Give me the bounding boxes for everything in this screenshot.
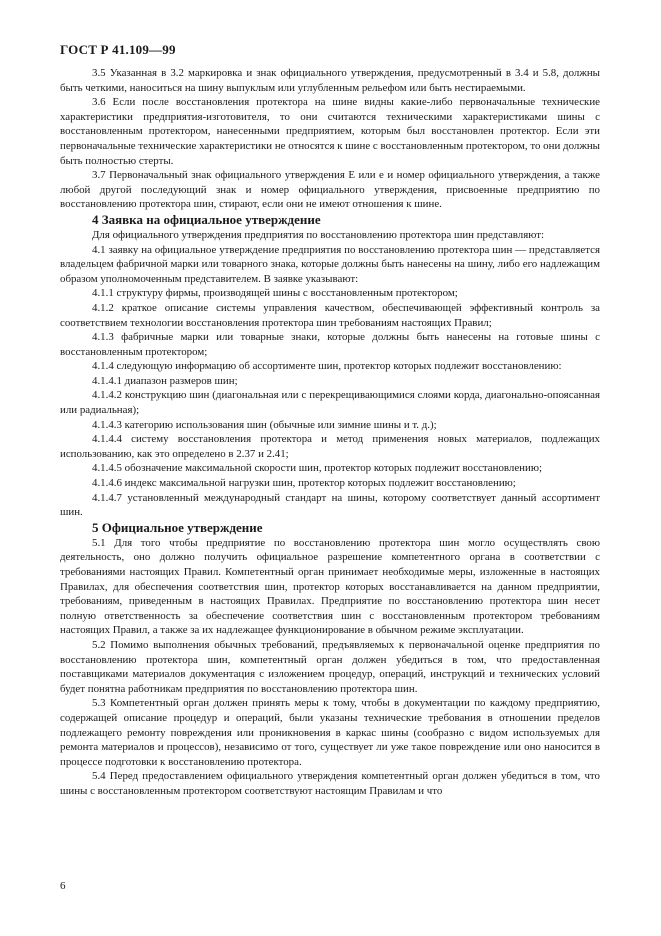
paragraph-4-1-4-6: 4.1.4.6 индекс максимальной нагрузки шин, протектор которых подлежит восстановлению; xyxy=(92,477,516,490)
paragraph-4-1-1: 4.1.1 структуру фирмы, производящей шины с восстановленным протектором; xyxy=(92,287,458,300)
paragraph-5-1: 5.1 Для того чтобы предприятие по восстановлению протектора шин могло осуществлять свою деятельность, оно должно получить официальное разрешение компетентного органа в соответствии с требованиями настоящих Правил. Компетентный орган принимает необходимые меры, изложенные в настоящих Правилах, для обеспечения соответствия шин, протектор которых восстанавливается на данном предприятии, требованиям, приведенным в настоящих Правилах. Предприятие по восстановлению протектора шин несет полную ответственность за обеспечение соответствия шин с восстановленным протектором требованиям настоящих Правил, а также за их надлежащее функционирование в обычном режиме эксплуатации. xyxy=(60,536,600,637)
paragraph-5-3: 5.3 Компетентный орган должен принять меры к тому, чтобы в документации по каждому предприятию, содержащей описание процедур и операций, были указаны технические требования в отношении пределов подлежащего ремонту повреждения или проникновения в каркас шины (сообразно с видом используемых для ремонта материалов и процессов), независимо от того, существует ли уже такое повреждение или оно наносится в процессе подготовки к восстановлению протектора. xyxy=(60,697,600,768)
section-4-heading: 4 Заявка на официальное утверждение xyxy=(92,211,321,227)
page-number: 6 xyxy=(60,880,66,892)
document-header: ГОСТ Р 41.109—99 xyxy=(60,42,176,57)
paragraph-4-1-4-7: 4.1.4.7 установленный международный стандарт на шины, которому соответствует данный ассортимент шин. xyxy=(60,491,600,519)
paragraph-3-7: 3.7 Первоначальный знак официального утверждения Е или е и номер официального утверждения, а также любой другой последующий знак и номер официального утверждения, присвоенные предприятию по восстановлению протектора шин, стирают, если они не имеют отношения к шине. xyxy=(60,169,600,211)
paragraph-4-1-4-1: 4.1.4.1 диапазон размеров шин; xyxy=(92,374,238,387)
paragraph-3-6: 3.6 Если после восстановления протектора на шине видны какие-либо первоначальные технические характеристики предприятия-изготовителя, то они считаются техническими характеристиками шины с восстановленным протектором, нанесенными предприятием, которым был восстановлен протектор. Если эти первоначальные технические характеристики не относятся к шине с восстановленным протектором, то они должны быть полностью стерты. xyxy=(60,96,600,167)
paragraph-5-4: 5.4 Перед предоставлением официального утверждения компетентный орган должен убедиться в том, что шины с восстановленным протектором соответствуют настоящим Правилам и что xyxy=(60,770,600,797)
paragraph-4-1: 4.1 заявку на официальное утверждение предприятия по восстановлению протектора шин — представляется владельцем фабричной марки или товарного знака, которые должны быть нанесены на шину, либо его надлежащим образом уполномоченным представителем. В заявке указывают: xyxy=(60,243,600,285)
paragraph-5-2: 5.2 Помимо выполнения обычных требований, предъявляемых к первоначальной оценке предприятия по восстановлению протектора шин, компетентный орган должен убедиться в том, что предоставленная поставщиками материалов документация с изложением процедур, операций, инструкций и технических условий будет понятна работникам предприятия по восстановлению протектора шин. xyxy=(60,638,600,695)
section-5-heading: 5 Официальное утверждение xyxy=(92,519,263,535)
paragraph-4-1-4-4: 4.1.4.4 систему восстановления протектора и метод применения новых материалов, подлежащих использованию, как это определено в 2.37 и 2.41; xyxy=(60,433,600,460)
document-body xyxy=(60,66,600,799)
paragraph-4-1-4-3: 4.1.4.3 категорию использования шин (обычные или зимние шины и т. д.); xyxy=(92,418,437,431)
paragraph-4-1-4-2: 4.1.4.2 конструкцию шин (диагональная или с перекрещивающимися слоями корда, диагонально-опоясанная или радиальная); xyxy=(60,389,600,417)
paragraph-4-1-3: 4.1.3 фабричные марки или товарные знаки, которые должны быть нанесены на готовые шины с восстановленным протектором; xyxy=(60,331,600,358)
paragraph-4-1-4: 4.1.4 следующую информацию об ассортименте шин, протектор которых подлежит восстановлению: xyxy=(92,360,562,373)
paragraph-4-intro: Для официального утверждения предприятия по восстановлению протектора шин представляют: xyxy=(92,228,544,241)
paragraph-4-1-2: 4.1.2 краткое описание системы управления качеством, обеспечивающей эффективный контроль за соответствием технологии восстановления протектора шин требованиям настоящих Правил; xyxy=(60,301,600,329)
paragraph-4-1-4-5: 4.1.4.5 обозначение максимальной скорости шин, протектор которых подлежит восстановлению; xyxy=(92,462,542,475)
paragraph-3-5: 3.5 Указанная в 3.2 маркировка и знак официального утверждения, предусмотренный в 3.4 и 5.8, должны быть четкими, наноситься на шину выпуклым или углубленным рельефом или быть нестираемыми. xyxy=(60,67,600,94)
